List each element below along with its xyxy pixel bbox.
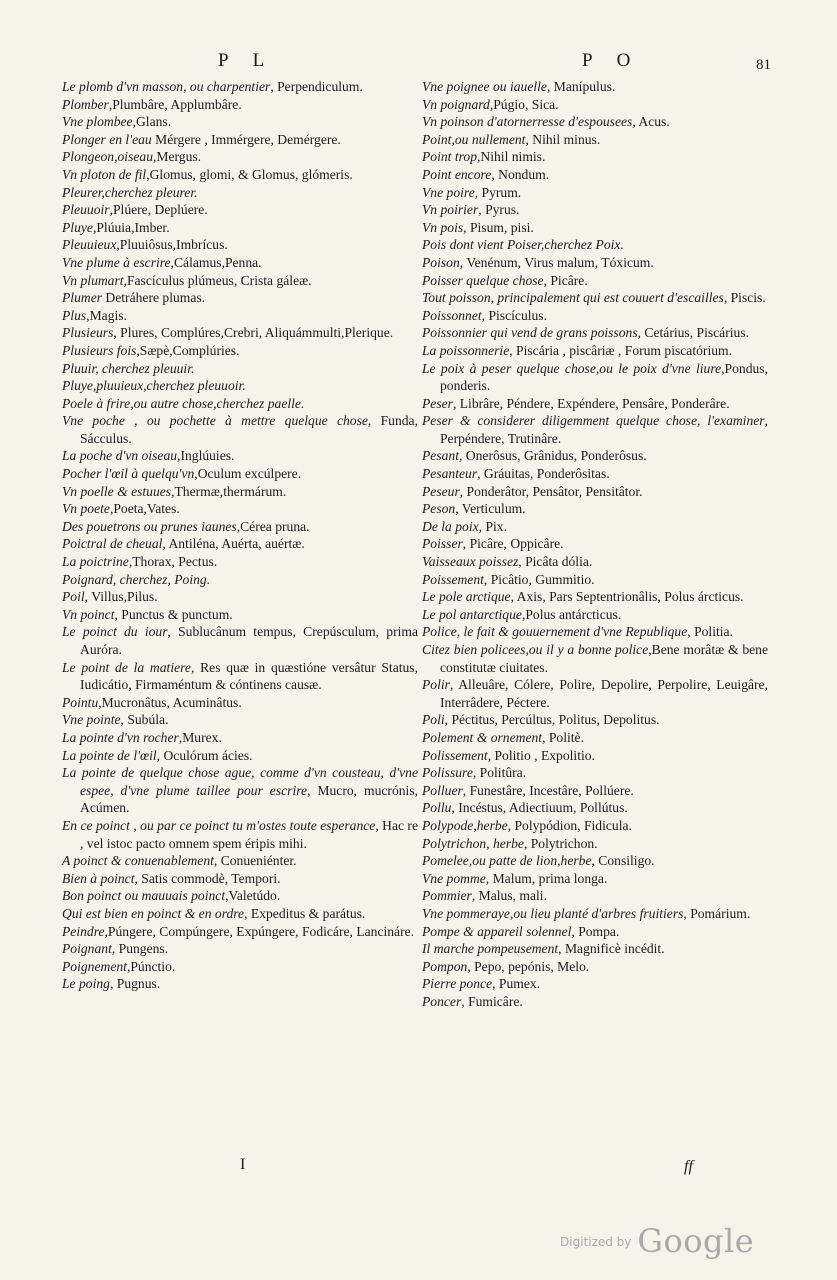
- dictionary-entry: [422, 817, 768, 835]
- dictionary-entry: [62, 131, 418, 149]
- entry-headword: Plongeon,oiseau: [62, 149, 153, 165]
- entry-translation: , Piscículus.: [481, 307, 547, 323]
- dictionary-entry: [422, 307, 768, 325]
- entry-headword: Tout poisson, principalement qui est couuert d'escailles: [422, 290, 724, 306]
- entry-headword: Vn poete: [62, 501, 110, 517]
- entry-translation: ,Púngere, Compúngere, Expúngere, Fodicáre, Lancináre.: [104, 923, 415, 939]
- entry-translation: ,Mucronâtus, Acuminâtus.: [98, 694, 242, 710]
- entry-translation: ,Glomus, glomi, & Glomus, glómeris.: [146, 166, 353, 182]
- entry-headword: Pocher l'œil à quelqu'vn: [62, 466, 195, 482]
- dictionary-entry: [422, 711, 768, 729]
- entry-headword: Poictral de cheual: [62, 536, 163, 552]
- entry-translation: , Piscária , piscâriæ , Forum piscatórium.: [509, 342, 732, 358]
- entry-translation: , Satis commodè, Tempori.: [134, 870, 281, 886]
- entry-headword: Vne poire: [422, 184, 475, 200]
- entry-headword: Pleurer,cherchez pleurer.: [62, 184, 198, 200]
- entry-headword: Pompe & appareil solennel: [422, 923, 572, 939]
- entry-headword: Vaisseaux poissez: [422, 554, 519, 570]
- entry-translation: , Perpendiculum.: [270, 79, 363, 94]
- dictionary-entry: [62, 342, 418, 360]
- dictionary-entry: [422, 219, 768, 237]
- dictionary-entry: [422, 782, 768, 800]
- dictionary-entry: [62, 465, 418, 483]
- entry-headword: Poncer: [422, 993, 462, 1009]
- dictionary-entry: [422, 940, 768, 958]
- entry-translation: , Politio , Expolitio.: [487, 747, 595, 763]
- dictionary-entry: [422, 166, 768, 184]
- dictionary-entry: [62, 553, 418, 571]
- dictionary-entry: [62, 377, 418, 395]
- entry-headword: Polir: [422, 677, 450, 693]
- entry-translation: , Pomárium.: [683, 905, 751, 921]
- entry-headword: Vn poinct: [62, 606, 115, 622]
- entry-translation: , Pisum, pisi.: [463, 219, 534, 235]
- dictionary-entry: [422, 254, 768, 272]
- dictionary-entry: [62, 184, 418, 202]
- dictionary-entry: [62, 958, 418, 976]
- entry-headword: Pleuuoir: [62, 202, 110, 218]
- dictionary-entry: [422, 131, 768, 149]
- entry-headword: Vne pommeraye,ou lieu planté d'arbres fruitiers: [422, 905, 684, 921]
- entry-translation: , Axis, Pars Septentrionâlis, Polus árcticus.: [510, 589, 744, 605]
- entry-headword: Pesant: [422, 448, 459, 464]
- dictionary-entry: [62, 518, 418, 536]
- entry-translation: , Subúla.: [120, 712, 169, 728]
- entry-translation: ,Thermæ,thermárum.: [171, 483, 287, 499]
- dictionary-entry: [62, 236, 418, 254]
- entry-headword: Poele à frire,ou autre chose,cherchez paelle.: [62, 395, 305, 411]
- dictionary-entry: [422, 289, 768, 307]
- entry-translation: , Nondum.: [491, 166, 550, 182]
- dictionary-entry: [422, 887, 768, 905]
- entry-headword: Vn poelle & estuues: [62, 483, 172, 499]
- entry-headword: Le poix à peser quelque chose,ou le poix d'vne liure: [422, 360, 722, 376]
- entry-translation: , Polytrichon.: [523, 835, 598, 851]
- dictionary-entry: [422, 553, 768, 571]
- entry-headword: La poche d'vn oiseau: [62, 448, 178, 464]
- dictionary-entry: [422, 835, 768, 853]
- entry-headword: La poissonnerie: [422, 342, 510, 358]
- entry-translation: , Verticulum.: [455, 501, 526, 517]
- entry-headword: La poictrine: [62, 554, 129, 570]
- entry-translation: , Ponderâtor, Pensâtor, Pensitâtor.: [459, 483, 643, 499]
- dictionary-entry: [422, 447, 768, 465]
- entry-headword: Vn ploton de fil: [62, 166, 147, 182]
- entry-headword: Pluye: [62, 219, 93, 235]
- dictionary-entry: [422, 342, 768, 360]
- entry-translation: ,Magis.: [86, 307, 127, 323]
- entry-translation: , Funda, Sácculus.: [80, 413, 418, 446]
- entry-headword: Pluye,pluuieux,cherchez pleuuoir.: [62, 378, 246, 394]
- entry-headword: Pleuuieux: [62, 237, 117, 253]
- entry-headword: Poissonnet: [422, 307, 482, 323]
- entry-translation: , Pompa.: [571, 923, 620, 939]
- entry-headword: Vne pomme: [422, 870, 486, 886]
- dictionary-entry: [62, 729, 418, 747]
- dictionary-entry: [422, 535, 768, 553]
- watermark-prefix: Digitized by: [560, 1235, 632, 1249]
- dictionary-entry: [422, 148, 768, 166]
- entry-translation: , Conueniénter.: [213, 853, 297, 869]
- entry-translation: , Cetárius, Piscárius.: [637, 325, 749, 341]
- signature-mark-right: ff: [684, 1158, 693, 1175]
- entry-headword: Pesanteur: [422, 466, 478, 482]
- dictionary-entry: [422, 324, 768, 342]
- entry-translation: , Gráuitas, Ponderôsitas.: [477, 466, 610, 482]
- entry-translation: , Venénum, Virus malum, Tóxicum.: [459, 254, 654, 270]
- page-number: 81: [756, 57, 771, 73]
- entry-translation: ,Pluuiôsus,Imbrícus.: [116, 237, 228, 253]
- dictionary-entry: [62, 870, 418, 888]
- entry-headword: A poinct & conuenablement: [62, 853, 214, 869]
- entry-headword: Des pouetrons ou prunes iaunes: [62, 518, 237, 534]
- entry-translation: , Picâtio, Gummitio.: [483, 571, 595, 587]
- dictionary-entry: [422, 975, 768, 993]
- entry-translation: ,Cérea pruna.: [236, 518, 310, 534]
- dictionary-entry: [422, 201, 768, 219]
- entry-headword: Pompon: [422, 958, 468, 974]
- entry-headword: Polement & ornement: [422, 729, 543, 745]
- dictionary-entry: [62, 201, 418, 219]
- dictionary-entry: [62, 852, 418, 870]
- dictionary-entry: [422, 272, 768, 290]
- dictionary-entry: [62, 571, 418, 589]
- dictionary-entry: [422, 993, 768, 1011]
- dictionary-entry: [62, 272, 418, 290]
- entry-translation: ,Murex.: [178, 729, 222, 745]
- entry-translation: , Perpéndere, Trutinâre.: [440, 413, 768, 446]
- entry-headword: Poisser quelque chose: [422, 272, 544, 288]
- entry-headword: Plomber: [62, 96, 109, 112]
- entry-translation: , Polypódion, Fidicula.: [507, 817, 632, 833]
- right-column: [422, 78, 768, 1010]
- dictionary-entry: [62, 694, 418, 712]
- entry-headword: Peser & considerer diligemment quelque chose, l'examiner: [422, 413, 765, 429]
- entry-headword: Bon poinct ou mauuais poinct: [62, 888, 226, 904]
- entry-headword: Point,ou nullement: [422, 131, 526, 147]
- entry-headword: Peindre: [62, 923, 105, 939]
- entry-headword: Le plomb d'vn masson, ou charpentier: [62, 79, 271, 94]
- entry-translation: , Manípulus.: [546, 79, 616, 94]
- entry-translation: , Pyrus.: [478, 202, 520, 218]
- entry-headword: Poil: [62, 589, 85, 605]
- dictionary-entry: [422, 747, 768, 765]
- dictionary-entry: [422, 958, 768, 976]
- dictionary-entry: [422, 96, 768, 114]
- entry-headword: De la poix: [422, 518, 479, 534]
- entry-headword: Vn poirier: [422, 202, 479, 218]
- entry-headword: Vne plume à escrire: [62, 254, 171, 270]
- entry-headword: Poissement: [422, 571, 484, 587]
- entry-translation: , Magnificè incédit.: [558, 941, 665, 957]
- entry-translation: , Consiligo.: [591, 853, 655, 869]
- dictionary-entry: [62, 360, 418, 378]
- dictionary-entry: [62, 887, 418, 905]
- entry-translation: Detráhere plumas.: [102, 290, 206, 306]
- entry-headword: Polissure: [422, 765, 473, 781]
- entry-translation: ,Glans.: [132, 114, 172, 130]
- entry-headword: Polypode,herbe: [422, 817, 508, 833]
- entry-translation: , Pepo, pepónis, Melo.: [467, 958, 590, 974]
- entry-translation: ,Bene morâtæ & bene constitutæ ciuitates.: [440, 642, 768, 675]
- entry-headword: Le pol antarctique: [422, 606, 522, 622]
- dictionary-entry: [62, 535, 418, 553]
- entry-headword: Le poinct du iour: [62, 624, 168, 640]
- entry-headword: Le pole arctique: [422, 589, 511, 605]
- entry-headword: Plus: [62, 307, 87, 323]
- entry-headword: Poison: [422, 254, 460, 270]
- entry-headword: Plusieurs fois: [62, 342, 137, 358]
- entry-headword: La pointe de quelque chose ague, comme d'vn cousteau, d'vne espee, d'vne plume taillee pour escrire: [62, 765, 418, 798]
- entry-translation: , Nihil minus.: [525, 131, 601, 147]
- entry-headword: Peseur: [422, 483, 460, 499]
- dictionary-entry: [422, 641, 768, 676]
- entry-headword: Pointu: [62, 694, 99, 710]
- dictionary-entry: [62, 711, 418, 729]
- entry-headword: La pointe d'vn rocher: [62, 729, 179, 745]
- entry-translation: Mérgere , Immérgere, Demérgere.: [151, 131, 341, 147]
- entry-headword: Peson: [422, 501, 456, 517]
- entry-translation: , Funestâre, Incestâre, Pollúere.: [462, 782, 634, 798]
- dictionary-entry: [422, 78, 768, 96]
- entry-translation: ,Púgio, Sica.: [489, 96, 559, 112]
- dictionary-entry: [62, 219, 418, 237]
- dictionary-entry: [62, 606, 418, 624]
- dictionary-entry: [62, 923, 418, 941]
- entry-translation: , Pix.: [478, 518, 507, 534]
- entry-headword: Plonger en l'eau: [62, 131, 152, 147]
- entry-translation: , Villus,Pilus.: [84, 589, 158, 605]
- dictionary-entry: [62, 659, 418, 694]
- dictionary-entry: [62, 148, 418, 166]
- entry-headword: Vn poignard: [422, 96, 490, 112]
- left-column: [62, 78, 418, 993]
- dictionary-entry: [62, 905, 418, 923]
- entry-translation: ,Púnctio.: [126, 958, 176, 974]
- entry-translation: ,Poeta,Vates.: [109, 501, 180, 517]
- watermark-logo: Google: [637, 1222, 755, 1260]
- entry-translation: , Picâta dólia.: [518, 554, 593, 570]
- entry-translation: , Malus, mali.: [471, 888, 547, 904]
- dictionary-entry: [62, 324, 418, 342]
- dictionary-entry: [62, 623, 418, 658]
- dictionary-entry: [62, 483, 418, 501]
- dictionary-entry: [62, 588, 418, 606]
- entry-headword: Vn pois: [422, 219, 464, 235]
- entry-translation: , Acus.: [632, 114, 670, 130]
- entry-translation: , Politûra.: [472, 765, 527, 781]
- entry-headword: Le point de la matiere: [62, 659, 191, 675]
- dictionary-entry: [62, 289, 418, 307]
- dictionary-entry: [422, 764, 768, 782]
- entry-headword: Peser: [422, 395, 453, 411]
- entry-headword: La pointe de l'œil: [62, 747, 157, 763]
- dictionary-entry: [422, 113, 768, 131]
- entry-headword: Pluuir, cherchez pleuuir.: [62, 360, 195, 376]
- dictionary-entry: [422, 465, 768, 483]
- entry-translation: ,Thorax, Pectus.: [128, 554, 218, 570]
- entry-headword: Poissonnier qui vend de grans poissons: [422, 325, 638, 341]
- entry-translation: , Péctitus, Percúltus, Politus, Depolitus.: [444, 712, 660, 728]
- dictionary-entry: [422, 571, 768, 589]
- entry-translation: , Picâre, Oppicâre.: [462, 536, 564, 552]
- dictionary-entry: [422, 588, 768, 606]
- entry-headword: Pois dont vient Poiser,cherchez Poix.: [422, 237, 624, 253]
- dictionary-entry: [62, 764, 418, 817]
- dictionary-entry: [422, 676, 768, 711]
- entry-headword: Police, le fait & gouuernement d'vne Republique: [422, 624, 688, 640]
- entry-translation: , Hac re , vel istoc pacto omnem spem éripis mihi.: [80, 817, 418, 851]
- entry-translation: , Res quæ in quæstióne versâtur Status, Iudicátio, Firmaméntum & cóntinens causæ.: [80, 659, 418, 693]
- entry-headword: Bien à poinct: [62, 870, 135, 886]
- dictionary-entry: [422, 923, 768, 941]
- entry-translation: , Pyrum.: [474, 184, 522, 200]
- dictionary-entry: [62, 307, 418, 325]
- dictionary-entry: [422, 395, 768, 413]
- dictionary-entry: [422, 184, 768, 202]
- dictionary-entry: [62, 412, 418, 447]
- entry-headword: Il marche pompeusement: [422, 941, 559, 957]
- entry-headword: Polluer: [422, 782, 463, 798]
- dictionary-entry: [422, 905, 768, 923]
- entry-translation: ,Mergus.: [153, 149, 202, 165]
- dictionary-entry: [422, 606, 768, 624]
- entry-translation: ,Plúuia,Imber.: [92, 219, 170, 235]
- entry-headword: Vne pointe: [62, 712, 121, 728]
- dictionary-entry: [422, 870, 768, 888]
- entry-translation: ,Cálamus,Penna.: [170, 254, 262, 270]
- entry-translation: , Alleuâre, Cólere, Polire, Depolire, Perpolire, Leuigâre, Interrâdere, Péctere.: [440, 677, 768, 710]
- entry-headword: Poignard, cherchez, Poing.: [62, 571, 211, 587]
- entry-headword: Polytrichon, herbe: [422, 835, 524, 851]
- entry-translation: ,Plumbâre, Applumbâre.: [108, 96, 242, 112]
- running-header-right: P O: [582, 50, 641, 71]
- entry-translation: , Punctus & punctum.: [114, 606, 233, 622]
- dictionary-entry: [62, 747, 418, 765]
- entry-translation: , Onerôsus, Grânidus, Ponderôsus.: [459, 448, 647, 464]
- entry-headword: Vn plumart: [62, 272, 124, 288]
- entry-translation: , Plures, Complúres,Crebri, Aliquámmulti,Plerique.: [113, 325, 394, 341]
- entry-translation: , Piscis.: [723, 290, 766, 306]
- google-watermark: [560, 1222, 754, 1260]
- entry-translation: , Picâre.: [543, 272, 588, 288]
- entry-headword: Poignant: [62, 941, 112, 957]
- entry-translation: ,Polus antárcticus.: [521, 606, 622, 622]
- entry-translation: , Politè.: [542, 729, 584, 745]
- dictionary-entry: [62, 113, 418, 131]
- entry-headword: Qui est bien en poinct & en ordre: [62, 905, 245, 921]
- entry-headword: Pomelee,ou patte de lion,herbe: [422, 853, 592, 869]
- entry-headword: Vn poinson d'atornerresse d'espousees: [422, 114, 633, 130]
- entry-headword: Point trop: [422, 149, 478, 165]
- dictionary-entry: [62, 500, 418, 518]
- entry-headword: Point encore: [422, 166, 492, 182]
- entry-headword: Pommier: [422, 888, 472, 904]
- dictionary-entry: [62, 96, 418, 114]
- entry-translation: ,Nihil nimis.: [477, 149, 546, 165]
- dictionary-entry: [62, 395, 418, 413]
- dictionary-entry: [62, 78, 418, 96]
- entry-translation: , Pungens.: [111, 941, 169, 957]
- entry-translation: ,Valetúdo.: [225, 888, 281, 904]
- signature-mark-left: I: [240, 1156, 246, 1173]
- entry-headword: Vne poignee ou iauelle: [422, 79, 547, 94]
- entry-translation: , Politia.: [687, 624, 733, 640]
- entry-headword: Polissement: [422, 747, 488, 763]
- dictionary-entry: [62, 940, 418, 958]
- dictionary-entry: [422, 852, 768, 870]
- dictionary-entry: [422, 500, 768, 518]
- dictionary-entry: [422, 236, 768, 254]
- entry-translation: , Incéstus, Adiectiuum, Pollútus.: [451, 800, 628, 816]
- entry-headword: Pierre ponce: [422, 976, 493, 992]
- entry-headword: Poli: [422, 712, 445, 728]
- entry-translation: , Mucro, mucrónis, Acúmen.: [80, 782, 419, 816]
- entry-translation: , Fumicâre.: [461, 993, 523, 1009]
- entry-translation: ,Inglúuies.: [177, 448, 235, 464]
- dictionary-entry: [422, 483, 768, 501]
- entry-translation: , Oculórum ácies.: [156, 747, 253, 763]
- dictionary-entry: [62, 975, 418, 993]
- entry-headword: Poisser: [422, 536, 463, 552]
- entry-headword: Poignement: [62, 958, 127, 974]
- dictionary-entry: [422, 623, 768, 641]
- entry-translation: , Pugnus.: [109, 976, 161, 992]
- dictionary-entry: [422, 518, 768, 536]
- dictionary-entry: [62, 817, 418, 852]
- entry-translation: ,Sæpè,Complúries.: [136, 342, 240, 358]
- dictionary-entry: [422, 412, 768, 447]
- dictionary-entry: [422, 360, 768, 395]
- entry-headword: Plusieurs: [62, 325, 114, 341]
- entry-translation: ,Pondus, ponderis.: [440, 360, 768, 394]
- entry-translation: ,Plúere, Deplúere.: [109, 202, 208, 218]
- entry-translation: ,Oculum excúlpere.: [194, 466, 302, 482]
- entry-headword: Le poing: [62, 976, 110, 992]
- entry-translation: ,Fascículus plúmeus, Crista gáleæ.: [123, 272, 312, 288]
- entry-translation: , Pumex.: [492, 976, 541, 992]
- entry-headword: En ce poinct , ou par ce poinct tu m'ostes toute esperance: [62, 817, 376, 833]
- entry-translation: , Malum, prima longa.: [485, 870, 608, 886]
- entry-headword: Plumer: [62, 290, 103, 306]
- entry-translation: , Antiléna, Auérta, auértæ.: [162, 536, 305, 552]
- entry-headword: Pollu: [422, 800, 452, 816]
- dictionary-entry: [62, 254, 418, 272]
- dictionary-entry: [62, 166, 418, 184]
- entry-headword: Vne plombee: [62, 114, 133, 130]
- entry-headword: Vne poche , ou pochette à mettre quelque chose: [62, 413, 368, 429]
- entry-translation: , Sublucânum tempus, Crepúsculum, prima Auróra.: [80, 624, 419, 657]
- running-header-left: P L: [218, 50, 275, 71]
- entry-translation: , Expeditus & parátus.: [244, 905, 366, 921]
- dictionary-entry: [422, 729, 768, 747]
- dictionary-entry: [422, 799, 768, 817]
- entry-translation: , Librâre, Péndere, Expéndere, Pensâre, Ponderâre.: [452, 395, 730, 411]
- dictionary-entry: [62, 447, 418, 465]
- entry-headword: Citez bien policees,ou il y a bonne police: [422, 642, 649, 657]
